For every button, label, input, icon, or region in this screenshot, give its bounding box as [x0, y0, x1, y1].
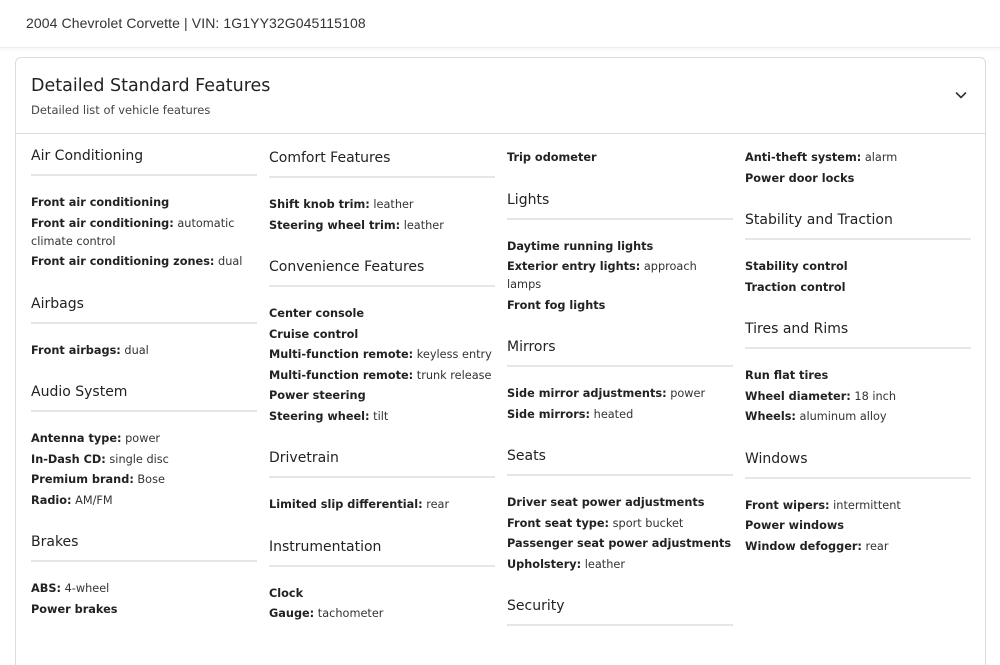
feature-value: leather	[400, 218, 444, 232]
feature-label: Power brakes	[31, 602, 118, 616]
feature-label: Passenger seat power adjustments	[507, 537, 732, 550]
feature-label: Exterior entry lights:	[507, 260, 641, 273]
section-title-comfort-features: Comfort Features	[269, 150, 391, 166]
feature-label: Gauge:	[269, 607, 315, 620]
section-divider	[745, 477, 971, 479]
card-header[interactable]	[16, 58, 985, 134]
feature-value: aluminum alloy	[795, 410, 887, 423]
feature-item	[269, 326, 495, 344]
feature-item	[269, 605, 495, 623]
feature-label: Front air conditioning:	[31, 216, 174, 230]
feature-label: Daytime running lights	[507, 239, 654, 253]
feature-label: Side mirror adjustments:	[507, 387, 667, 400]
feature-label: Trip odometer	[507, 151, 597, 164]
feature-label: Side mirrors:	[507, 407, 591, 421]
feature-label: Run flat tires	[745, 369, 829, 382]
feature-item	[31, 492, 257, 510]
feature-value: intermittent	[829, 498, 901, 512]
feature-label: Power windows	[745, 519, 845, 532]
feature-label: Front air conditioning zones:	[31, 255, 215, 268]
feature-item	[31, 215, 257, 251]
feature-item	[507, 515, 733, 533]
feature-label: Antenna type:	[31, 432, 122, 445]
feature-label: Window defogger:	[745, 539, 862, 553]
feature-value: Bose	[133, 473, 165, 486]
feature-item	[745, 367, 971, 385]
card-subtitle: Detailed list of vehicle features	[31, 103, 211, 117]
feature-value: heated	[590, 407, 634, 421]
section-divider	[31, 560, 257, 562]
section-title-lights: Lights	[507, 191, 550, 208]
features-card	[15, 57, 986, 665]
feature-item	[507, 385, 733, 403]
section-divider	[507, 474, 733, 476]
feature-value: leather	[581, 557, 625, 571]
feature-item	[507, 494, 733, 512]
feature-label: Clock	[269, 586, 304, 600]
feature-label: In-Dash CD:	[31, 452, 106, 466]
section-divider	[745, 347, 971, 349]
feature-label: Steering wheel trim:	[269, 218, 401, 232]
feature-item	[745, 408, 971, 426]
feature-item	[31, 451, 257, 469]
feature-label: Premium brand:	[31, 473, 134, 486]
feature-label: Power steering	[269, 389, 366, 402]
feature-item	[745, 538, 971, 556]
feature-item	[269, 217, 495, 235]
feature-item	[745, 497, 971, 515]
feature-item	[507, 258, 733, 294]
feature-item	[31, 194, 257, 212]
feature-value: single disc	[105, 452, 169, 466]
section-title-brakes: Brakes	[31, 534, 79, 550]
feature-item	[269, 408, 495, 426]
section-divider	[31, 410, 257, 412]
section-title-instrumentation: Instrumentation	[269, 538, 382, 555]
feature-value: rear	[861, 539, 889, 553]
section-title-air-conditioning: Air Conditioning	[31, 148, 144, 164]
feature-value: power	[666, 387, 706, 400]
feature-label: Front wipers:	[745, 498, 830, 512]
feature-value: 4-wheel	[61, 582, 110, 595]
feature-value: dual	[214, 255, 243, 268]
section-title-stability-and-traction: Stability and Traction	[745, 212, 893, 228]
feature-item	[269, 496, 495, 514]
feature-item	[269, 387, 495, 405]
section-divider	[507, 365, 733, 367]
feature-label: Front fog lights	[507, 298, 606, 312]
feature-value: sport bucket	[609, 516, 684, 530]
section-divider	[269, 565, 495, 567]
feature-item	[31, 580, 257, 598]
feature-label: Traction control	[745, 280, 846, 294]
feature-value: tachometer	[314, 607, 384, 620]
section-title-seats: Seats	[507, 448, 546, 464]
section-divider	[507, 624, 733, 626]
feature-label: Power door locks	[745, 171, 855, 185]
feature-item	[31, 430, 257, 448]
section-divider	[269, 176, 495, 178]
feature-item	[31, 601, 257, 619]
chevron-down-icon[interactable]	[953, 87, 969, 103]
feature-item	[745, 149, 971, 167]
feature-item	[31, 342, 257, 360]
feature-value: approach lamps	[507, 260, 697, 291]
feature-item	[507, 556, 733, 574]
feature-label: Wheels:	[745, 410, 796, 423]
section-title-audio-system: Audio System	[31, 384, 128, 400]
feature-label: Anti-theft system:	[745, 151, 862, 164]
feature-item	[745, 258, 971, 276]
feature-value: alarm	[861, 151, 898, 164]
feature-label: Front air conditioning	[31, 196, 170, 209]
feature-label: Stability control	[745, 260, 848, 273]
section-title-convenience-features: Convenience Features	[269, 259, 425, 275]
feature-label: Center console	[269, 307, 365, 320]
section-divider	[31, 322, 257, 324]
feature-label: Upholstery:	[507, 557, 582, 571]
feature-item	[31, 253, 257, 271]
feature-item	[507, 149, 733, 167]
feature-label: Radio:	[31, 493, 72, 507]
feature-item	[269, 305, 495, 323]
feature-label: Shift knob trim:	[269, 198, 370, 211]
feature-label: Driver seat power adjustments	[507, 496, 705, 509]
feature-label: Wheel diameter:	[745, 389, 851, 403]
feature-item	[507, 297, 733, 315]
section-divider	[507, 218, 733, 220]
feature-value: rear	[422, 498, 450, 511]
feature-value: power	[121, 432, 161, 445]
section-title-drivetrain: Drivetrain	[269, 450, 339, 466]
feature-label: Front airbags:	[31, 343, 121, 357]
section-title-windows: Windows	[745, 450, 808, 467]
feature-item	[269, 367, 495, 385]
section-divider	[269, 285, 495, 287]
feature-label: Limited slip differential:	[269, 498, 423, 511]
feature-label: Multi-function remote:	[269, 348, 414, 361]
section-title-mirrors: Mirrors	[507, 339, 556, 355]
feature-label: ABS:	[31, 582, 62, 595]
section-divider	[269, 476, 495, 478]
feature-label: Cruise control	[269, 327, 359, 341]
feature-value: tilt	[369, 409, 389, 423]
feature-item	[745, 170, 971, 188]
top-bar	[0, 0, 1000, 48]
feature-value: automatic climate control	[31, 216, 235, 248]
feature-item	[745, 388, 971, 406]
section-divider	[31, 174, 257, 176]
section-title-airbags: Airbags	[31, 295, 84, 312]
feature-label: Steering wheel:	[269, 409, 370, 423]
feature-item	[269, 585, 495, 603]
feature-item	[507, 406, 733, 424]
feature-value: AM/FM	[71, 493, 113, 507]
section-divider	[745, 238, 971, 240]
section-title-security: Security	[507, 598, 565, 614]
feature-value: leather	[369, 198, 414, 211]
feature-item	[745, 279, 971, 297]
section-title-tires-and-rims: Tires and Rims	[745, 321, 849, 337]
vehicle-title: 2004 Chevrolet Corvette | VIN: 1G1YY32G045115108	[26, 15, 366, 31]
feature-item	[31, 471, 257, 489]
feature-item	[269, 346, 495, 364]
feature-value: dual	[120, 343, 149, 357]
feature-value: trunk release	[413, 368, 492, 382]
feature-value: 18 inch	[850, 389, 897, 403]
feature-value: keyless entry	[413, 348, 492, 361]
feature-item	[745, 517, 971, 535]
card-title: Detailed Standard Features	[31, 76, 271, 96]
feature-label: Multi-function remote:	[269, 368, 414, 382]
feature-item	[269, 196, 495, 214]
feature-item	[507, 238, 733, 256]
feature-label: Front seat type:	[507, 516, 610, 530]
feature-item	[507, 535, 733, 553]
